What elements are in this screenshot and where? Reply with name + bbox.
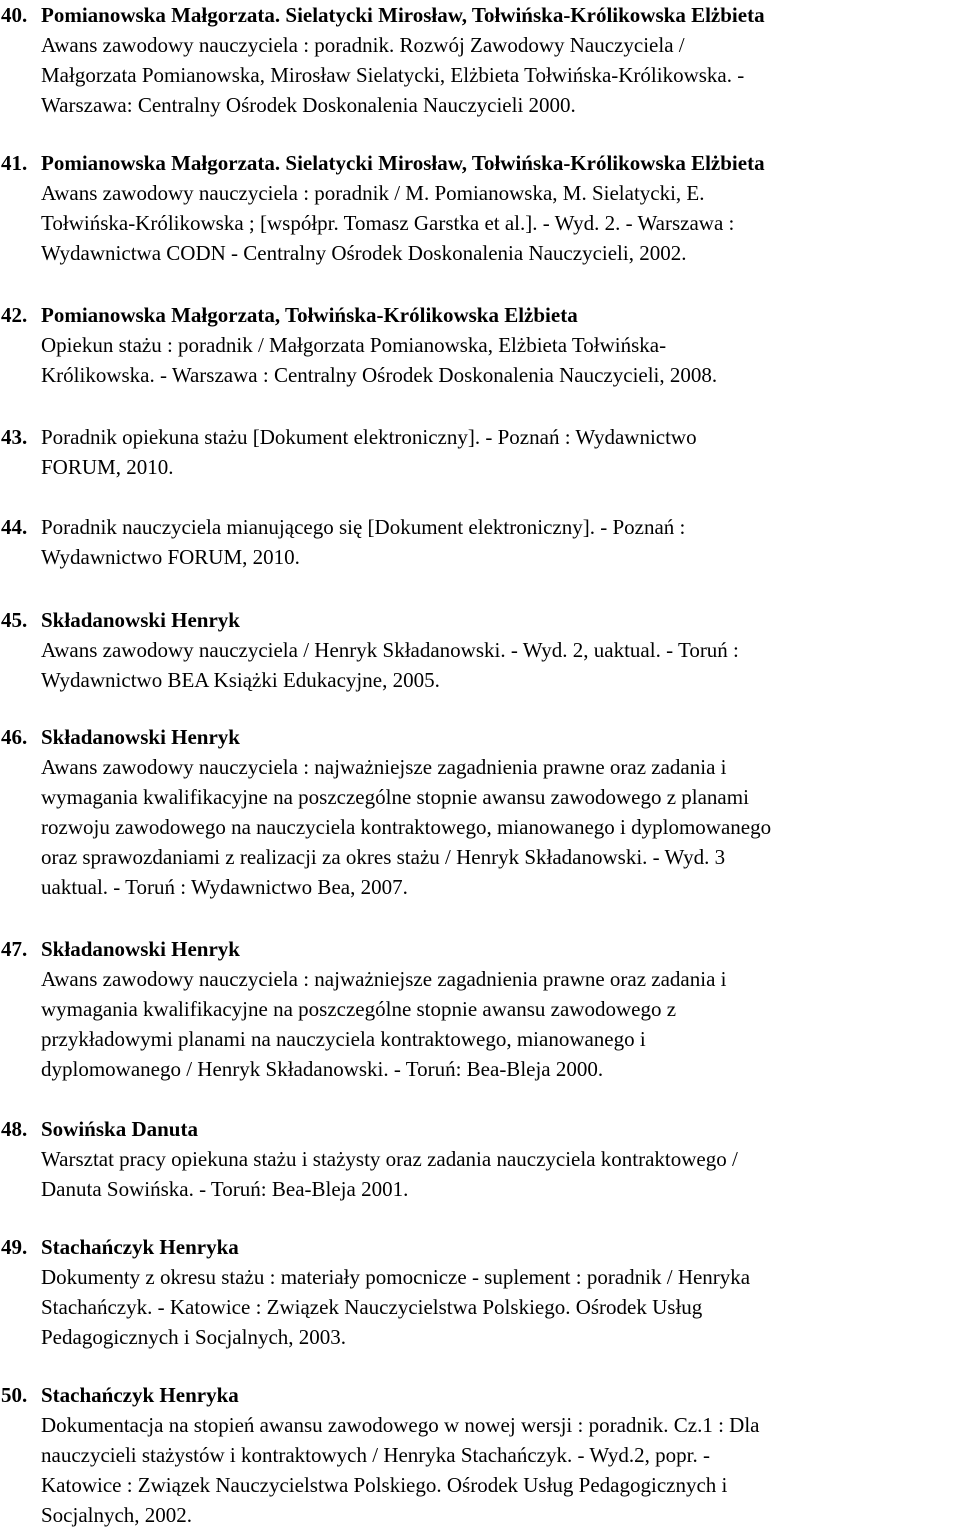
bibliography-entry-41 — [1, 148, 959, 268]
bibliography-entry-50 — [1, 1380, 959, 1530]
entry-text-line: Stachańczyk. - Katowice : Związek Nauczycielstwa Polskiego. Ośrodek Usług — [41, 1295, 703, 1319]
entry-number: 50. — [1, 1383, 28, 1407]
bibliography-entry-47 — [1, 934, 959, 1084]
entry-text-line: wymagania kwalifikacyjne na poszczególne stopnie awansu zawodowego z — [41, 997, 677, 1021]
entry-text-line: Dokumenty z okresu stażu : materiały pomocnicze - suplement : poradnik / Henryka — [41, 1265, 751, 1289]
bibliography-entry-42 — [1, 300, 959, 390]
entry-heading — [1, 148, 959, 178]
entry-text-line: oraz sprawozdaniami z realizacji za okres stażu / Henryk Składanowski. - Wyd. 3 — [41, 845, 726, 869]
entry-text-line: Pedagogicznych i Socjalnych, 2003. — [41, 1325, 347, 1349]
entry-heading — [1, 422, 959, 452]
entry-text-line: Katowice : Związek Nauczycielstwa Polskiego. Ośrodek Usług Pedagogicznych i — [41, 1473, 728, 1497]
entry-text-line: Socjalnych, 2002. — [41, 1503, 193, 1527]
entry-text-line: nauczycieli stażystów i kontraktowych / Henryka Stachańczyk. - Wyd.2, popr. - — [41, 1443, 710, 1467]
entry-heading — [1, 722, 959, 752]
bibliography-entry-44 — [1, 512, 959, 572]
entry-text-line: Wydawnictwo FORUM, 2010. — [41, 545, 300, 569]
entry-number: 49. — [1, 1235, 28, 1259]
entry-text-line: rozwoju zawodowego na nauczyciela kontraktowego, mianowanego i dyplomowanego — [41, 815, 772, 839]
entry-number: 40. — [1, 3, 28, 27]
entry-author: Składanowski Henryk — [41, 725, 240, 749]
entry-text-line: przykładowymi planami na nauczyciela kontraktowego, mianowanego i — [41, 1027, 646, 1051]
entry-heading — [1, 512, 959, 542]
entry-heading — [1, 1232, 959, 1262]
entry-number: 42. — [1, 303, 28, 327]
entry-author: Pomianowska Małgorzata. Sielatycki Mirosław, Tołwińska-Królikowska Elżbieta — [41, 3, 765, 27]
entry-text-line: Awans zawodowy nauczyciela : poradnik / M. Pomianowska, M. Sielatycki, E. — [41, 181, 705, 205]
entry-number: 47. — [1, 937, 28, 961]
entry-text-line: Awans zawodowy nauczyciela : najważniejsze zagadnienia prawne oraz zadania i — [41, 967, 727, 991]
entry-heading — [1, 1380, 959, 1410]
entry-text-line: Wydawnictwa CODN - Centralny Ośrodek Doskonalenia Nauczycieli, 2002. — [41, 241, 687, 265]
entry-number: 43. — [1, 425, 28, 449]
bibliography-entry-48 — [1, 1114, 959, 1204]
bibliography-entry-43 — [1, 422, 959, 482]
entry-text-line: Warsztat pracy opiekuna stażu i stażysty oraz zadania nauczyciela kontraktowego / — [41, 1147, 738, 1171]
entry-author: Pomianowska Małgorzata, Tołwińska-Królikowska Elżbieta — [41, 303, 578, 327]
entry-number: 48. — [1, 1117, 28, 1141]
entry-text-line: FORUM, 2010. — [41, 455, 174, 479]
entry-number: 41. — [1, 151, 28, 175]
entry-text-line: uaktual. - Toruń : Wydawnictwo Bea, 2007. — [41, 875, 408, 899]
entry-heading — [1, 934, 959, 964]
entry-author: Sowińska Danuta — [41, 1117, 198, 1141]
entry-text-line: dyplomowanego / Henryk Składanowski. - Toruń: Bea-Bleja 2000. — [41, 1057, 604, 1081]
entry-number: 45. — [1, 608, 28, 632]
entry-text-line: wymagania kwalifikacyjne na poszczególne stopnie awansu zawodowego z planami — [41, 785, 749, 809]
entry-text-line: Tołwińska-Królikowska ; [współpr. Tomasz Garstka et al.]. - Wyd. 2. - Warszawa : — [41, 211, 735, 235]
entry-author: Pomianowska Małgorzata. Sielatycki Mirosław, Tołwińska-Królikowska Elżbieta — [41, 151, 765, 175]
entry-text-line: Awans zawodowy nauczyciela : najważniejsze zagadnienia prawne oraz zadania i — [41, 755, 727, 779]
entry-text-line: Królikowska. - Warszawa : Centralny Ośrodek Doskonalenia Nauczycieli, 2008. — [41, 363, 718, 387]
bibliography-entry-49 — [1, 1232, 959, 1352]
bibliography-entry-40 — [1, 0, 959, 120]
entry-text-line: Awans zawodowy nauczyciela / Henryk Składanowski. - Wyd. 2, uaktual. - Toruń : — [41, 638, 739, 662]
entry-heading — [1, 300, 959, 330]
entry-text-line: Poradnik nauczyciela mianującego się [Dokument elektroniczny]. - Poznań : — [41, 515, 686, 539]
entry-number: 46. — [1, 725, 28, 749]
entry-text-line: Małgorzata Pomianowska, Mirosław Sielatycki, Elżbieta Tołwińska-Królikowska. - — [41, 63, 745, 87]
entry-text-line: Wydawnictwo BEA Książki Edukacyjne, 2005. — [41, 668, 440, 692]
entry-heading — [1, 1114, 959, 1144]
entry-author: Stachańczyk Henryka — [41, 1383, 239, 1407]
entry-text-line: Warszawa: Centralny Ośrodek Doskonalenia Nauczycieli 2000. — [41, 93, 576, 117]
entry-heading — [1, 605, 959, 635]
entry-text-line: Poradnik opiekuna stażu [Dokument elektroniczny]. - Poznań : Wydawnictwo — [41, 425, 697, 449]
entry-author: Stachańczyk Henryka — [41, 1235, 239, 1259]
entry-text-line: Danuta Sowińska. - Toruń: Bea-Bleja 2001. — [41, 1177, 409, 1201]
entry-text-line: Dokumentacja na stopień awansu zawodowego w nowej wersji : poradnik. Cz.1 : Dla — [41, 1413, 760, 1437]
bibliography-entry-46 — [1, 722, 959, 902]
entry-author: Składanowski Henryk — [41, 937, 240, 961]
entry-text-line: Opiekun stażu : poradnik / Małgorzata Pomianowska, Elżbieta Tołwińska- — [41, 333, 667, 357]
entry-number: 44. — [1, 515, 28, 539]
entry-text-line: Awans zawodowy nauczyciela : poradnik. Rozwój Zawodowy Nauczyciela / — [41, 33, 685, 57]
bibliography-entry-45 — [1, 605, 959, 695]
entry-heading — [1, 0, 959, 30]
entry-author: Składanowski Henryk — [41, 608, 240, 632]
